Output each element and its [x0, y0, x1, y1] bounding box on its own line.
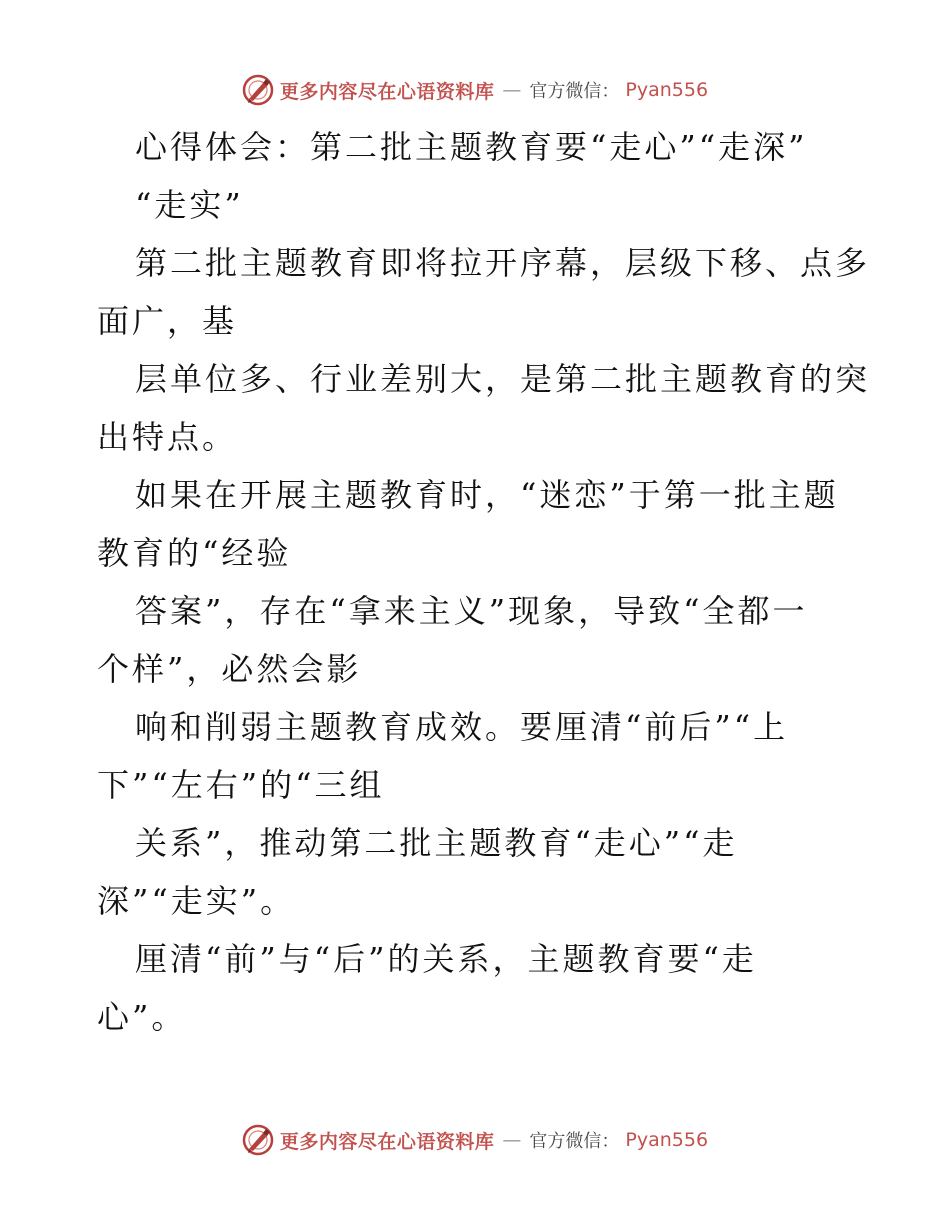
paragraph-line: 关系”，推动第二批主题教育“走心”“走	[135, 824, 738, 862]
document-body	[97, 118, 871, 1046]
watermark-text: 更多内容尽在心语资料库	[279, 80, 495, 103]
paragraph-line: 如果在开展主题教育时，“迷恋”于第一批主题	[135, 476, 839, 514]
pen-logo-icon	[242, 74, 274, 106]
paragraph-line: 面广，基	[97, 302, 238, 340]
paragraph-line: 教育的“经验	[97, 534, 292, 572]
footer-watermark	[0, 1120, 950, 1160]
header-watermark-group	[242, 74, 708, 106]
paragraph-line: 第二批主题教育即将拉开序幕，层级下移、点多	[135, 244, 871, 282]
paragraph-line: 心”。	[97, 998, 187, 1036]
paragraph-line: 响和削弱主题教育成效。要厘清“前后”“上	[135, 708, 789, 746]
paragraph-line: 深”“走实”。	[97, 882, 296, 920]
watermark-wechat-id: Pyan556	[625, 1129, 709, 1151]
document-title-line: “走实”	[135, 186, 244, 224]
header-watermark	[0, 70, 950, 110]
paragraph-line: 答案”，存在“拿来主义”现象，导致“全都一	[135, 592, 808, 630]
paragraph-line: 出特点。	[97, 418, 238, 456]
paragraph-line: 层单位多、行业差别大，是第二批主题教育的突	[135, 360, 871, 398]
watermark-dash: —	[502, 1129, 522, 1151]
document-title-line: 心得体会：第二批主题教育要“走心”“走深”	[135, 128, 808, 166]
watermark-wechat-label: 官方微信：	[529, 81, 620, 102]
watermark-wechat-label: 官方微信：	[529, 1131, 620, 1152]
paragraph-line: 下”“左右”的“三组	[97, 766, 385, 804]
watermark-dash: —	[502, 79, 522, 101]
pen-logo-icon	[242, 1124, 274, 1156]
watermark-wechat-id: Pyan556	[625, 79, 709, 101]
paragraph-line: 个样”，必然会影	[97, 650, 362, 688]
footer-watermark-group	[242, 1124, 708, 1156]
watermark-text: 更多内容尽在心语资料库	[279, 1130, 495, 1153]
paragraph-line: 厘清“前”与“后”的关系，主题教育要“走	[135, 940, 757, 978]
